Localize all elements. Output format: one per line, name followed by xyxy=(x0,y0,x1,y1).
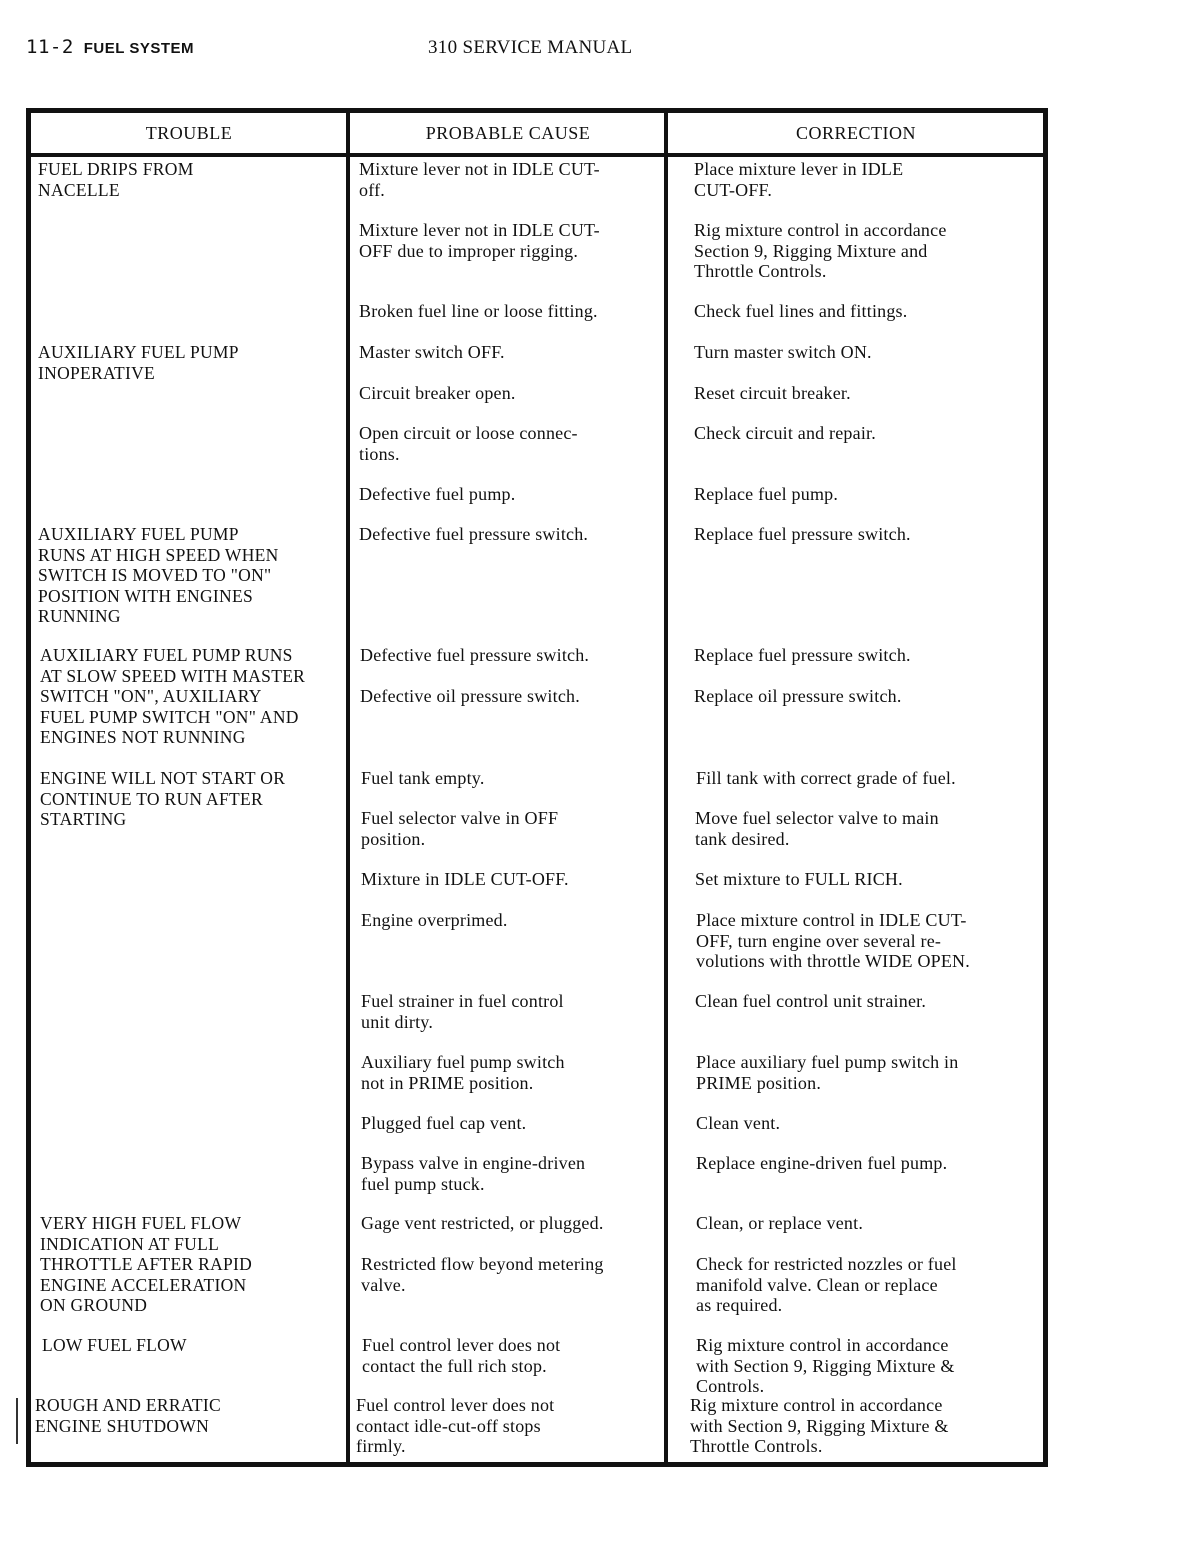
correction-entry: Rig mixture control in accordance Section 9, Rigging Mixture and Throttle Controls. xyxy=(694,220,947,281)
page-header-left xyxy=(26,36,194,58)
column-header-probable-cause: PROBABLE CAUSE xyxy=(425,123,591,143)
correction-entry: Place auxiliary fuel pump switch in PRIME position. xyxy=(696,1052,959,1093)
cause-entry: Engine overprimed. xyxy=(361,910,508,930)
correction-entry: Clean fuel control unit strainer. xyxy=(695,991,927,1011)
header-divider xyxy=(31,153,1043,157)
trouble-entry: AUXILIARY FUEL PUMP RUNS AT SLOW SPEED WITH MASTER SWITCH "ON", AUXILIARY FUEL PUMP SWITCH "ON" AND ENGINES NOT RUNNING xyxy=(40,645,306,747)
cause-entry: Mixture lever not in IDLE CUT- off. xyxy=(359,159,600,200)
column-divider xyxy=(664,113,668,1462)
correction-entry: Turn master switch ON. xyxy=(694,342,872,362)
trouble-entry: ROUGH AND ERRATIC ENGINE SHUTDOWN xyxy=(35,1395,221,1436)
section-title: FUEL SYSTEM xyxy=(83,40,195,57)
cause-entry: Fuel selector valve in OFF position. xyxy=(361,808,559,849)
cause-entry: Broken fuel line or loose fitting. xyxy=(359,301,598,321)
manual-title: 310 SERVICE MANUAL xyxy=(428,37,633,58)
cause-entry: Mixture in IDLE CUT-OFF. xyxy=(361,869,569,889)
cause-entry: Circuit breaker open. xyxy=(359,383,516,403)
correction-entry: Reset circuit breaker. xyxy=(694,383,851,403)
cause-entry: Auxiliary fuel pump switch not in PRIME position. xyxy=(361,1052,565,1093)
cause-entry: Defective fuel pressure switch. xyxy=(359,524,589,544)
trouble-entry: FUEL DRIPS FROM NACELLE xyxy=(38,159,194,200)
correction-entry: Place mixture control in IDLE CUT- OFF, turn engine over several re- volutions with throttle WIDE OPEN. xyxy=(696,910,970,971)
trouble-entry: ENGINE WILL NOT START OR CONTINUE TO RUN AFTER STARTING xyxy=(40,768,286,829)
correction-entry: Check circuit and repair. xyxy=(694,423,876,443)
column-header-trouble: TROUBLE xyxy=(145,123,233,143)
cause-entry: Gage vent restricted, or plugged. xyxy=(361,1213,604,1233)
cause-entry: Defective oil pressure switch. xyxy=(360,686,580,706)
cause-entry: Restricted flow beyond metering valve. xyxy=(361,1254,604,1295)
cause-entry: Fuel strainer in fuel control unit dirty. xyxy=(361,991,564,1032)
cause-entry: Plugged fuel cap vent. xyxy=(361,1113,527,1133)
cause-entry: Bypass valve in engine-driven fuel pump stuck. xyxy=(361,1153,586,1194)
correction-entry: Place mixture lever in IDLE CUT-OFF. xyxy=(694,159,904,200)
troubleshooting-table xyxy=(26,108,1048,1467)
trouble-entry: LOW FUEL FLOW xyxy=(42,1335,187,1355)
column-header-correction: CORRECTION xyxy=(795,123,916,143)
cause-entry: Open circuit or loose connec- tions. xyxy=(359,423,578,464)
cause-entry: Fuel tank empty. xyxy=(361,768,485,788)
correction-entry: Clean vent. xyxy=(696,1113,781,1133)
trouble-entry: VERY HIGH FUEL FLOW INDICATION AT FULL THROTTLE AFTER RAPID ENGINE ACCELERATION ON GROUND xyxy=(40,1213,253,1315)
page-number: 11-2 xyxy=(26,36,74,58)
correction-entry: Replace oil pressure switch. xyxy=(694,686,902,706)
correction-entry: Move fuel selector valve to main tank desired. xyxy=(695,808,939,849)
trouble-entry: AUXILIARY FUEL PUMP INOPERATIVE xyxy=(38,342,239,383)
correction-entry: Replace fuel pressure switch. xyxy=(694,645,911,665)
correction-entry: Set mixture to FULL RICH. xyxy=(695,869,903,889)
cause-entry: Defective fuel pressure switch. xyxy=(360,645,590,665)
revision-bar xyxy=(16,1398,18,1444)
correction-entry: Replace fuel pressure switch. xyxy=(694,524,911,544)
cause-entry: Master switch OFF. xyxy=(359,342,505,362)
cause-entry: Fuel control lever does not contact idle-cut-off stops firmly. xyxy=(356,1395,555,1456)
column-divider xyxy=(346,113,350,1462)
correction-entry: Rig mixture control in accordance with Section 9, Rigging Mixture & Throttle Controls. xyxy=(690,1395,949,1456)
correction-entry: Check fuel lines and fittings. xyxy=(694,301,908,321)
correction-entry: Fill tank with correct grade of fuel. xyxy=(696,768,956,788)
correction-entry: Rig mixture control in accordance with Section 9, Rigging Mixture & Controls. xyxy=(696,1335,955,1396)
cause-entry: Mixture lever not in IDLE CUT- OFF due to improper rigging. xyxy=(359,220,600,261)
correction-entry: Replace fuel pump. xyxy=(694,484,839,504)
cause-entry: Fuel control lever does not contact the full rich stop. xyxy=(362,1335,561,1376)
trouble-entry: AUXILIARY FUEL PUMP RUNS AT HIGH SPEED WHEN SWITCH IS MOVED TO "ON" POSITION WITH ENGINES RUNNING xyxy=(38,524,279,626)
correction-entry: Replace engine-driven fuel pump. xyxy=(696,1153,948,1173)
correction-entry: Clean, or replace vent. xyxy=(696,1213,864,1233)
correction-entry: Check for restricted nozzles or fuel manifold valve. Clean or replace as required. xyxy=(696,1254,957,1315)
cause-entry: Defective fuel pump. xyxy=(359,484,516,504)
